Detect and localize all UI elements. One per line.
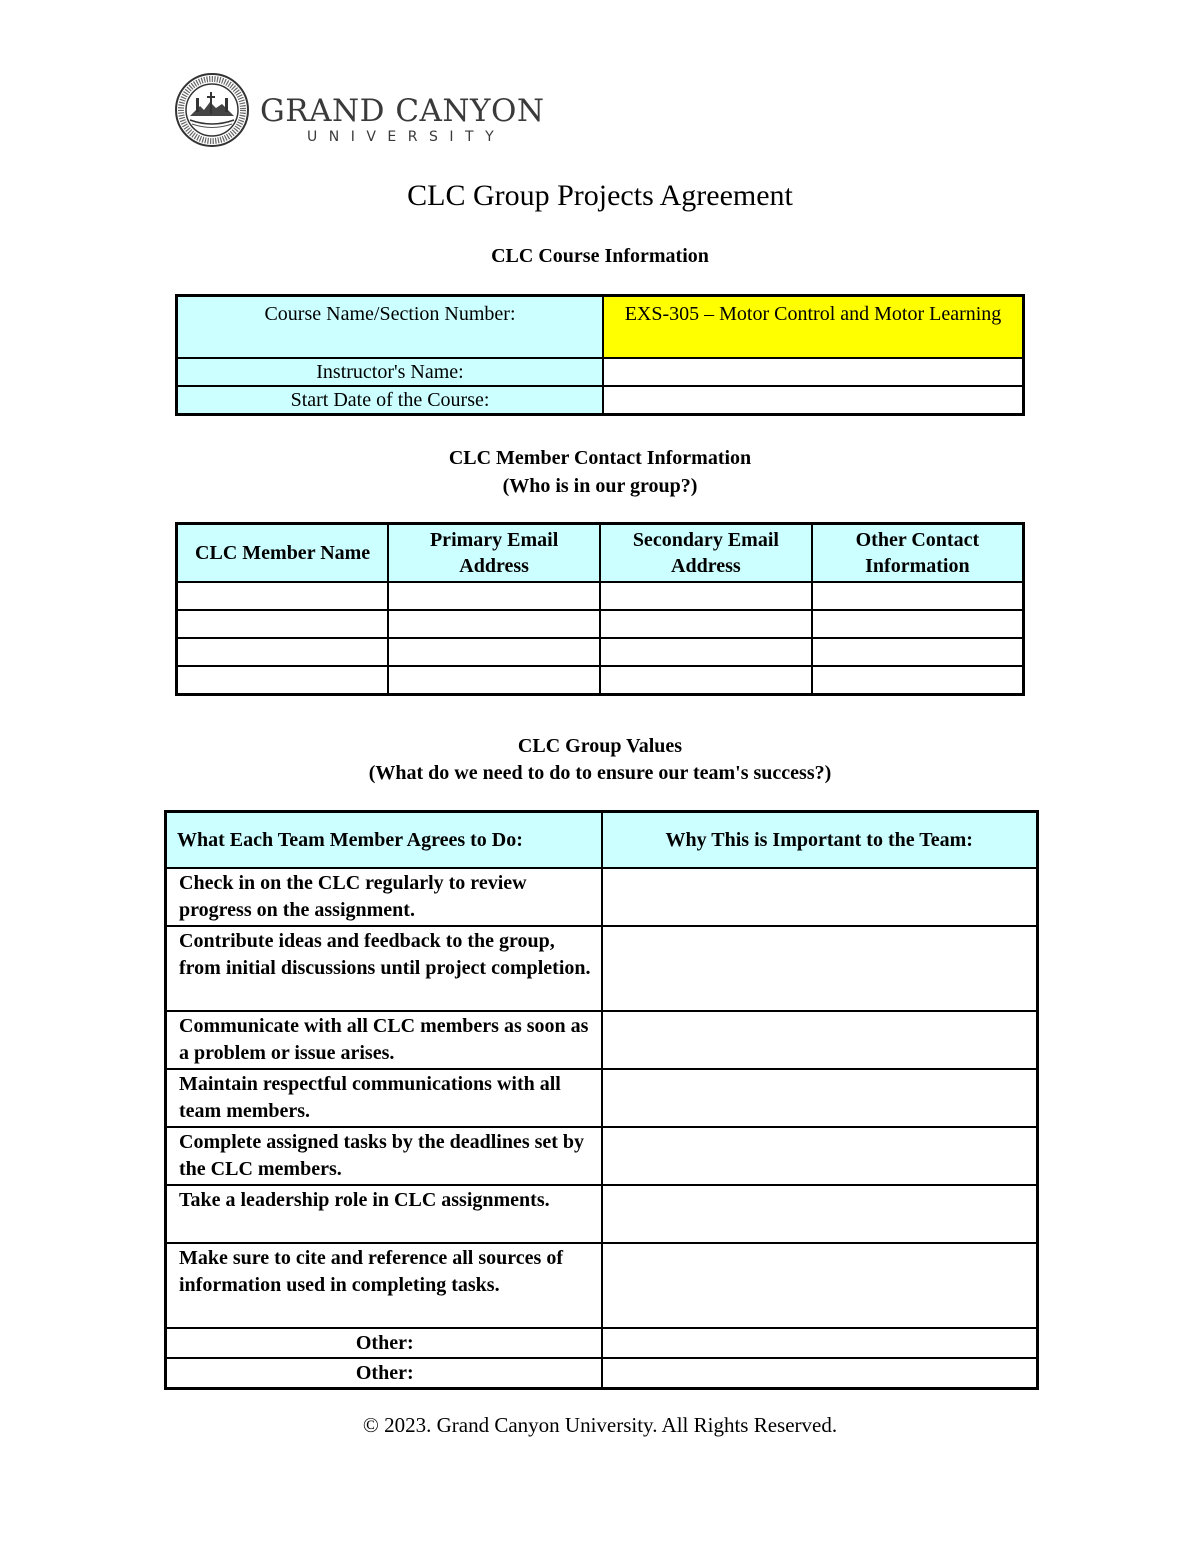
- table-row: [177, 638, 1024, 666]
- copyright-footer: © 2023. Grand Canyon University. All Rights Reserved.: [362, 1413, 838, 1437]
- table-header-row: [166, 812, 1038, 869]
- table-row: [166, 1069, 1038, 1127]
- member-name-cell[interactable]: [177, 582, 389, 610]
- member-info-subheading: (Who is in our group?): [502, 475, 698, 497]
- group-values-table: [164, 810, 1039, 1390]
- primary-email-cell[interactable]: [388, 582, 600, 610]
- table-row: [177, 358, 1024, 386]
- group-values-heading: CLC Group Values: [517, 735, 683, 757]
- column-header-other-contact: Other Contact Information: [812, 524, 1024, 583]
- agreement-text: Maintain respectful communications with all team members.: [166, 1069, 602, 1127]
- other-contact-cell[interactable]: [812, 610, 1024, 638]
- member-name-cell[interactable]: [177, 638, 389, 666]
- course-info-heading: CLC Course Information: [491, 245, 709, 267]
- logo-subtitle: UNIVERSITY: [307, 129, 506, 145]
- other-contact-cell[interactable]: [812, 666, 1024, 695]
- start-date-label: Start Date of the Course:: [177, 386, 604, 415]
- course-name-value[interactable]: EXS-305 – Motor Control and Motor Learning: [603, 296, 1024, 359]
- table-row: [166, 1185, 1038, 1243]
- table-row: [177, 666, 1024, 695]
- other-label: Other:: [166, 1358, 602, 1389]
- why-important-cell[interactable]: [602, 1358, 1038, 1389]
- table-row: [166, 1127, 1038, 1185]
- table-header-row: [177, 524, 1024, 583]
- table-row: [177, 582, 1024, 610]
- table-row: [166, 1011, 1038, 1069]
- course-name-label: Course Name/Section Number:: [177, 296, 604, 359]
- primary-email-cell[interactable]: [388, 666, 600, 695]
- secondary-email-cell[interactable]: [600, 638, 812, 666]
- table-row: [177, 610, 1024, 638]
- column-header-secondary-email: Secondary Email Address: [600, 524, 812, 583]
- agreement-text: Complete assigned tasks by the deadlines set by the CLC members.: [166, 1127, 602, 1185]
- instructor-name-label: Instructor's Name:: [177, 358, 604, 386]
- university-seal-icon: [174, 72, 250, 148]
- secondary-email-cell[interactable]: [600, 582, 812, 610]
- column-header-primary-email: Primary Email Address: [388, 524, 600, 583]
- document-title: CLC Group Projects Agreement: [407, 179, 793, 212]
- start-date-field[interactable]: [603, 386, 1024, 415]
- why-important-cell[interactable]: [602, 1328, 1038, 1358]
- why-important-cell[interactable]: [602, 1185, 1038, 1243]
- secondary-email-cell[interactable]: [600, 610, 812, 638]
- why-important-cell[interactable]: [602, 868, 1038, 926]
- course-info-table: [175, 294, 1025, 416]
- primary-email-cell[interactable]: [388, 610, 600, 638]
- logo-wordmark: GRAND CANYON: [260, 93, 545, 129]
- primary-email-cell[interactable]: [388, 638, 600, 666]
- agreement-text: Make sure to cite and reference all sources of information used in completing tasks.: [166, 1243, 602, 1328]
- column-header-why-important: Why This is Important to the Team:: [602, 812, 1038, 869]
- table-row: [166, 1243, 1038, 1328]
- why-important-cell[interactable]: [602, 1127, 1038, 1185]
- why-important-cell[interactable]: [602, 1069, 1038, 1127]
- member-info-heading: CLC Member Contact Information: [448, 447, 752, 469]
- table-row: [166, 1328, 1038, 1358]
- member-name-cell[interactable]: [177, 610, 389, 638]
- column-header-agrees-to-do: What Each Team Member Agrees to Do:: [166, 812, 602, 869]
- column-header-member-name: CLC Member Name: [177, 524, 389, 583]
- table-row: [166, 1358, 1038, 1389]
- agreement-text: Communicate with all CLC members as soon as a problem or issue arises.: [166, 1011, 602, 1069]
- other-contact-cell[interactable]: [812, 582, 1024, 610]
- why-important-cell[interactable]: [602, 1011, 1038, 1069]
- instructor-name-field[interactable]: [603, 358, 1024, 386]
- other-label: Other:: [166, 1328, 602, 1358]
- university-logo: [174, 72, 545, 148]
- table-row: [177, 386, 1024, 415]
- member-name-cell[interactable]: [177, 666, 389, 695]
- table-row: [166, 926, 1038, 1011]
- member-contact-table: [175, 522, 1025, 696]
- agreement-text: Check in on the CLC regularly to review progress on the assignment.: [166, 868, 602, 926]
- agreement-text: Take a leadership role in CLC assignments.: [166, 1185, 602, 1243]
- agreement-text: Contribute ideas and feedback to the group, from initial discussions until project completion.: [166, 926, 602, 1011]
- group-values-subheading: (What do we need to do to ensure our team's success?): [368, 762, 832, 784]
- other-contact-cell[interactable]: [812, 638, 1024, 666]
- why-important-cell[interactable]: [602, 926, 1038, 1011]
- table-row: [177, 296, 1024, 359]
- secondary-email-cell[interactable]: [600, 666, 812, 695]
- table-row: [166, 868, 1038, 926]
- why-important-cell[interactable]: [602, 1243, 1038, 1328]
